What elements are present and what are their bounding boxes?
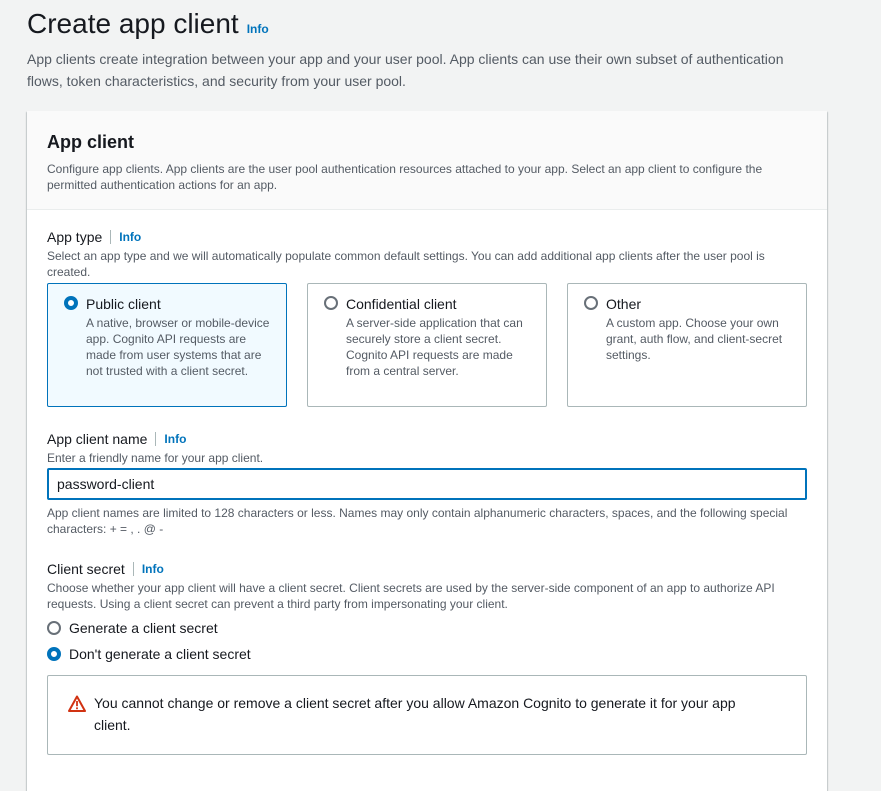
app-client-name-section <box>47 430 807 466</box>
app-type-section <box>47 228 807 280</box>
tile-title: Public client <box>86 296 161 312</box>
tile-title: Confidential client <box>346 296 457 312</box>
generate-secret-option[interactable] <box>47 619 807 637</box>
tile-description: A custom app. Choose your own grant, auth flow, and client-secret settings. <box>606 316 783 362</box>
generate-secret-label: Generate a client secret <box>69 620 218 636</box>
page-header <box>27 6 827 92</box>
app-client-name-constraint: App client names are limited to 128 characters or less. Names may only contain alphanumeric characters, spaces, and the following special characters: + = , . @ - <box>47 506 788 536</box>
divider <box>110 230 111 244</box>
generate-secret-radio[interactable] <box>47 621 61 635</box>
tile-title: Other <box>606 296 642 312</box>
warning-text: You cannot change or remove a client secret after you allow Amazon Cognito to generate it for your app client. <box>94 695 736 733</box>
page-title: Create app client <box>27 8 239 39</box>
panel-description: Configure app clients. App clients are the user pool authentication resources attached to your app. Select an app client to configure the permitted authentication actions for an app. <box>47 162 763 192</box>
tile-public-client[interactable] <box>47 283 287 407</box>
app-client-name-constraint-wrap <box>47 505 807 537</box>
public-client-radio[interactable] <box>64 296 78 310</box>
confidential-client-radio[interactable] <box>324 296 338 310</box>
dont-generate-secret-option[interactable] <box>47 645 807 663</box>
app-type-tiles <box>47 283 807 407</box>
warning-icon <box>68 695 86 713</box>
app-client-name-input[interactable]: password-client <box>47 468 807 500</box>
app-type-label-row <box>47 228 807 246</box>
panel-header <box>27 111 827 210</box>
app-client-name-label: App client name <box>47 431 148 447</box>
client-secret-description: Choose whether your app client will have a client secret. Client secrets are used by the server-side component of an app to authorize API requests. Using a client secret can prevent a third party from impersonating your client. <box>47 581 775 611</box>
page-description: App clients create integration between your app and your user pool. App clients can use their own subset of authentication flows, token characteristics, and security from your user pool. <box>27 51 784 89</box>
app-client-name-description: Enter a friendly name for your app client. <box>47 451 264 465</box>
app-type-label: App type <box>47 229 103 245</box>
tile-description: A native, browser or mobile-device app. Cognito API requests are made from user systems that are not trusted with a client secret. <box>86 316 270 378</box>
app-type-info-link[interactable]: Info <box>119 230 142 244</box>
page-title-row <box>27 6 827 42</box>
app-client-name-info-link[interactable]: Info <box>164 432 187 446</box>
dont-generate-secret-radio[interactable] <box>47 647 61 661</box>
divider <box>133 562 134 576</box>
panel-title: App client <box>47 132 135 152</box>
client-secret-info-link[interactable]: Info <box>141 562 164 576</box>
tile-description: A server-side application that can securely store a client secret. Cognito API requests are made from a central server. <box>346 316 523 378</box>
dont-generate-secret-label: Don't generate a client secret <box>69 646 251 662</box>
tile-confidential-client[interactable] <box>307 283 547 407</box>
other-radio[interactable] <box>584 296 598 310</box>
app-client-panel <box>27 111 827 791</box>
tile-other[interactable] <box>567 283 807 407</box>
app-type-description: Select an app type and we will automatically populate common default settings. You can add additional app clients after the user pool is created. <box>47 249 765 279</box>
client-secret-label: Client secret <box>47 561 125 577</box>
page-info-link[interactable]: Info <box>246 22 269 36</box>
divider <box>155 432 156 446</box>
client-secret-section <box>47 560 807 663</box>
app-client-name-label-row <box>47 430 807 448</box>
client-secret-warning-alert <box>47 675 807 755</box>
client-secret-label-row <box>47 560 807 578</box>
